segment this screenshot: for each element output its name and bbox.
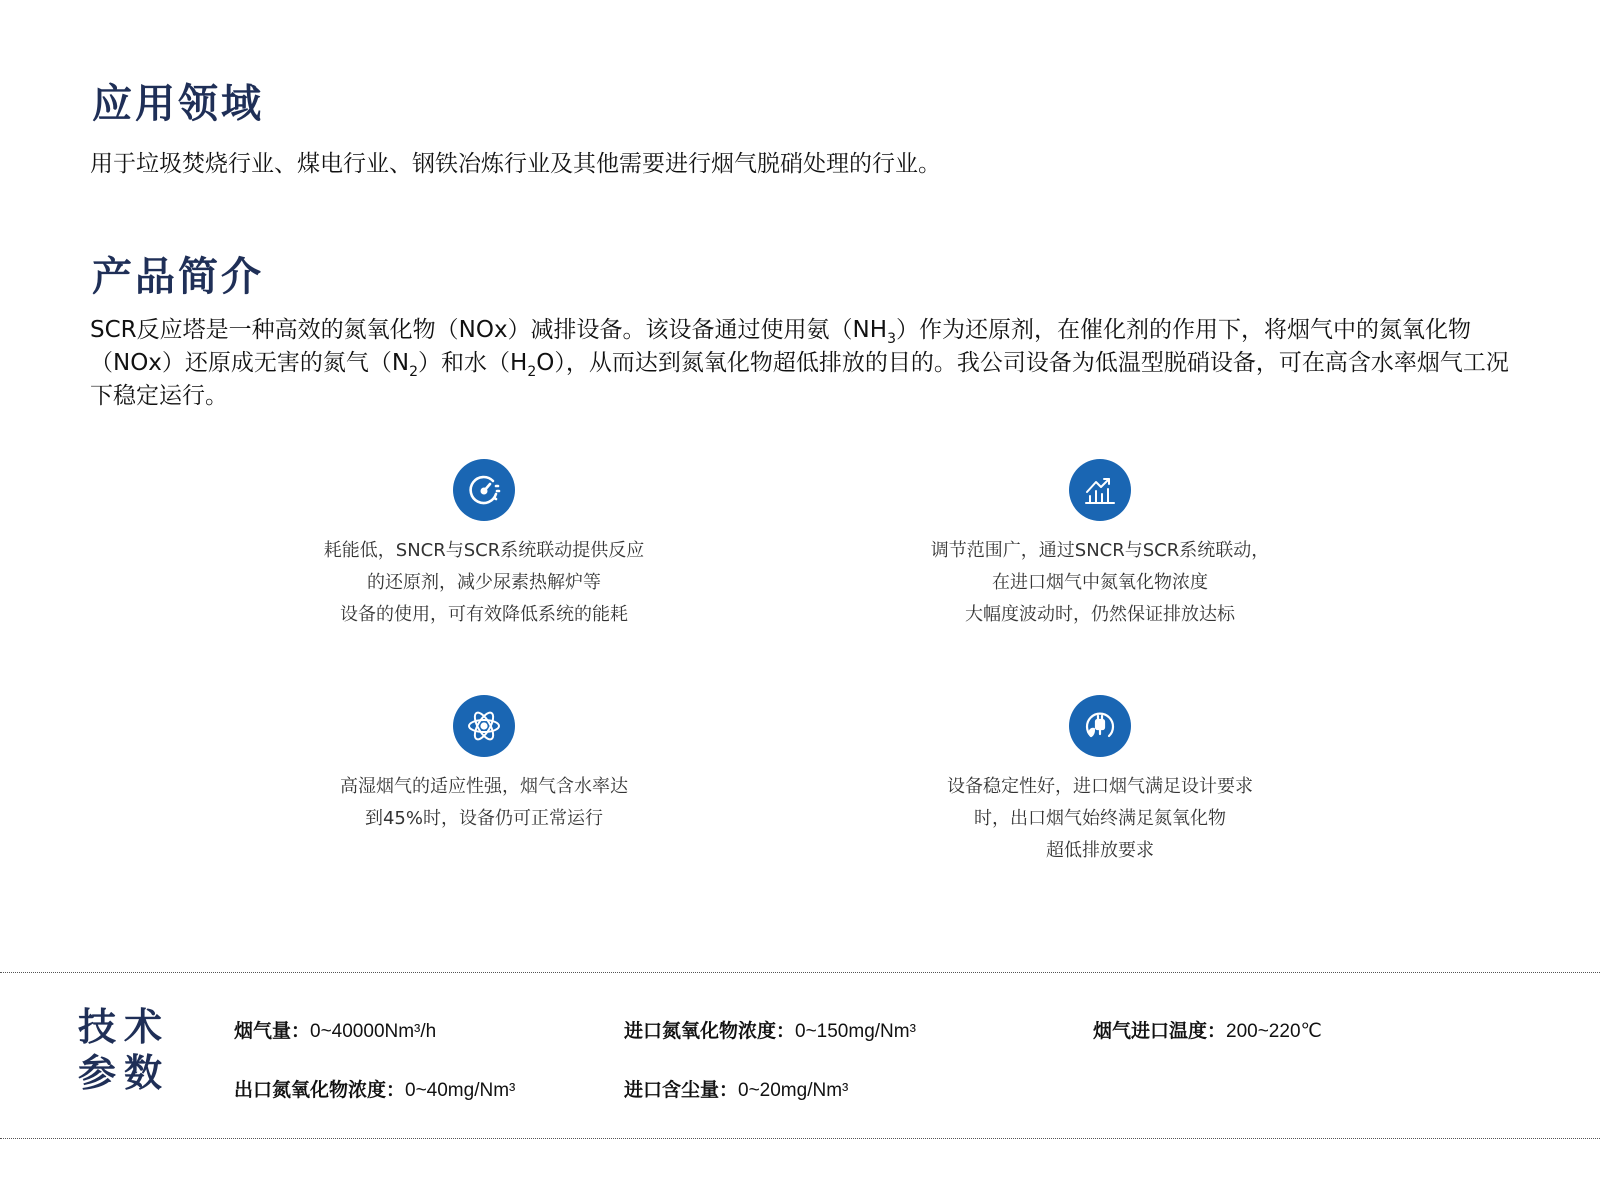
- feature-line: 高湿烟气的适应性强，烟气含水率达: [340, 776, 628, 797]
- spec-value: 200~220℃: [1226, 1021, 1322, 1042]
- intro-seg3: ）和水（H: [418, 350, 528, 376]
- spec-label: 烟气量：: [234, 1020, 311, 1042]
- feature-low-energy: [264, 459, 704, 631]
- spec-value: 0~40mg/Nm³: [405, 1080, 516, 1101]
- feature-line: 设备的使用，可有效降低系统的能耗: [340, 604, 628, 625]
- intro-seg1: SCR反应塔是一种高效的氮氧化物（NOx）减排设备。该设备通过使用氨（NH: [90, 317, 888, 343]
- feature-text: [880, 535, 1320, 631]
- spec-item-inlet-temp: [1093, 1016, 1322, 1043]
- dotted-divider-top: [0, 972, 1600, 973]
- atom-icon: [453, 695, 515, 757]
- feature-line: 耗能低，SNCR与SCR系统联动提供反应: [323, 540, 645, 561]
- feature-text: [880, 771, 1320, 867]
- spec-item-inlet-dust: [624, 1075, 848, 1102]
- intro-seg2: ）作为还原剂，在催化剂的作用下，将烟气中的氮氧化物（NOx）还原成无害的氮气（N: [90, 317, 1471, 376]
- intro-seg4: O），从而达到氮氧化物超低排放的目的。我公司设备为低温型脱硝设备，可在高含水率烟气工况下稳定运行。: [90, 350, 1509, 409]
- intro-sub3: 2: [527, 364, 537, 380]
- feature-line: 在进口烟气中氮氧化物浓度: [992, 572, 1208, 593]
- spec-label: 进口含尘量：: [624, 1079, 739, 1101]
- specs-heading-line: 参数: [78, 1051, 171, 1095]
- specs-heading-line: 技术: [78, 1005, 171, 1049]
- spec-label: 出口氮氧化物浓度：: [234, 1079, 406, 1101]
- feature-line: 超低排放要求: [1046, 840, 1154, 861]
- spec-item-gas-volume: [234, 1016, 436, 1043]
- spec-value: 0~150mg/Nm³: [795, 1021, 916, 1042]
- feature-wide-range: [880, 459, 1320, 631]
- feature-line: 的还原剂，减少尿素热解炉等: [367, 572, 601, 593]
- feature-line: 设备稳定性好，进口烟气满足设计要求: [947, 776, 1253, 797]
- growth-chart-icon: [1069, 459, 1131, 521]
- specs-heading: [78, 1004, 170, 1096]
- application-heading: 应用领域: [92, 81, 264, 127]
- application-text: 用于垃圾焚烧行业、煤电行业、钢铁冶炼行业及其他需要进行烟气脱硝处理的行业。: [90, 151, 941, 177]
- feature-stability: [880, 695, 1320, 867]
- spec-label: 烟气进口温度：: [1093, 1020, 1227, 1042]
- feature-text: [264, 535, 704, 631]
- eco-plug-icon: [1069, 695, 1131, 757]
- feature-high-humidity: [264, 695, 704, 835]
- spec-value: 0~40000Nm³/h: [310, 1021, 437, 1042]
- intro-heading: 产品简介: [92, 254, 264, 300]
- intro-sub2: 2: [409, 364, 419, 380]
- spec-value: 0~20mg/Nm³: [738, 1080, 849, 1101]
- feature-line: 调节范围广，通过SNCR与SCR系统联动，: [930, 540, 1270, 561]
- feature-line: 大幅度波动时，仍然保证排放达标: [965, 604, 1235, 625]
- feature-line: 时，出口烟气始终满足氮氧化物: [974, 808, 1226, 829]
- dotted-divider-bottom: [0, 1138, 1600, 1139]
- feature-line: 到45%时，设备仍可正常运行: [364, 808, 603, 829]
- intro-text: [90, 314, 1510, 413]
- intro-sub1: 3: [887, 331, 896, 347]
- spec-item-inlet-nox: [624, 1016, 916, 1043]
- feature-text: [264, 771, 704, 835]
- spec-label: 进口氮氧化物浓度：: [624, 1020, 796, 1042]
- spec-item-outlet-nox: [234, 1075, 515, 1102]
- speedometer-icon: [453, 459, 515, 521]
